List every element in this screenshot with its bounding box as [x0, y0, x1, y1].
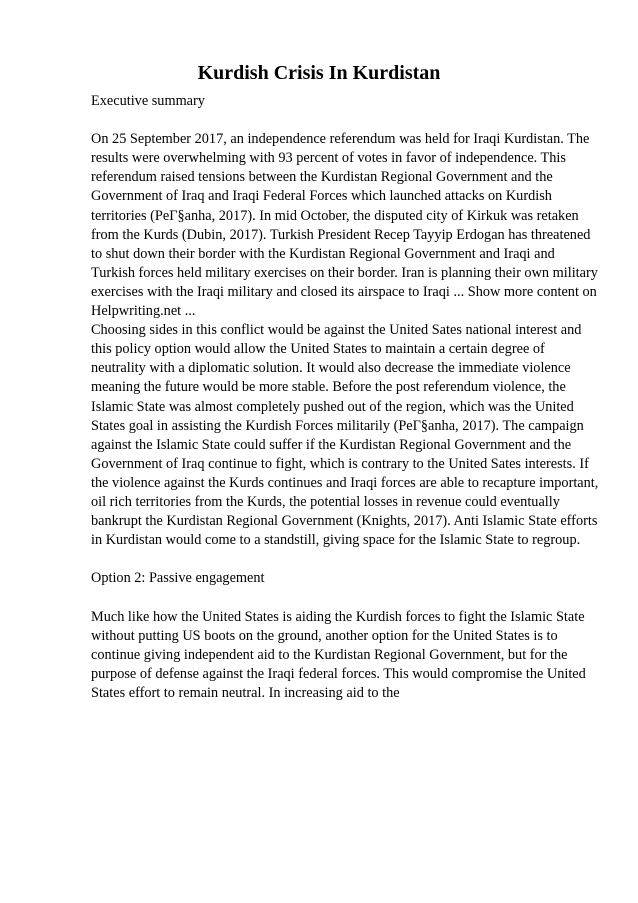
paragraph-gap — [91, 550, 601, 569]
paragraph-gap — [91, 588, 601, 607]
document-body — [91, 92, 601, 703]
paragraph-referendum: On 25 September 2017, an independence referendum was held for Iraqi Kurdistan. The results were overwhelming with 93 percent of votes in favor of independence. This referendum raised tensions between the Kurdistan Regional Government and the Government of Iraq and Iraqi Federal Forces which launched attacks on Kurdish territories (PeГ§anha, 2017). In mid October, the disputed city of Kirkuk was retaken from the Kurds (Dubin, 2017). Turkish President Recep Tayyip Erdogan has threatened to shut down their border with the Kurdistan Regional Government and Iraqi and Turkish forces held military exercises on their border. Iran is planning their own military exercises with the Iraqi military and closed its airspace to Iraqi ... Show more content on Helpwriting.net ... — [91, 131, 598, 320]
paragraph-gap — [91, 111, 601, 130]
executive-summary-heading: Executive summary — [91, 93, 205, 109]
document-title: Kurdish Crisis In Kurdistan — [197, 62, 441, 84]
option-2-heading: Option 2: Passive engagement — [91, 570, 265, 587]
paragraph-choosing-sides: Choosing sides in this conflict would be against the United Sates national interest and this policy option would allow the United States to maintain a certain degree of neutrality with a diplomatic solution. It would also decrease the immediate violence meaning the future would be more stable. Before the post referendum violence, the Islamic State was almost completely pushed out of the region, which was the United States goal in assisting the Kurdish Forces militarily (PeГ§anha, 2017). The campaign against the Islamic State could suffer if the Kurdistan Regional Government and the Government of Iraq continue to fight, which is contrary to the United Sates interests. If the violence against the Kurds continues and Iraqi forces are able to recapture important, oil rich territories from the Kurds, the potential losses in revenue could eventually bankrupt the Kurdistan Regional Government (Knights, 2017). Anti Islamic State efforts in Kurdistan would come to a standstill, giving space for the Islamic State to regroup. — [91, 322, 599, 549]
paragraph-passive-engagement: Much like how the United States is aiding the Kurdish forces to fight the Islamic State without putting US boots on the ground, another option for the United States is to continue giving independent aid to the Kurdistan Regional Government, but for the purpose of defense against the Iraqi federal forces. This would compromise the United States effort to remain neutral. In increasing aid to the — [91, 608, 586, 701]
